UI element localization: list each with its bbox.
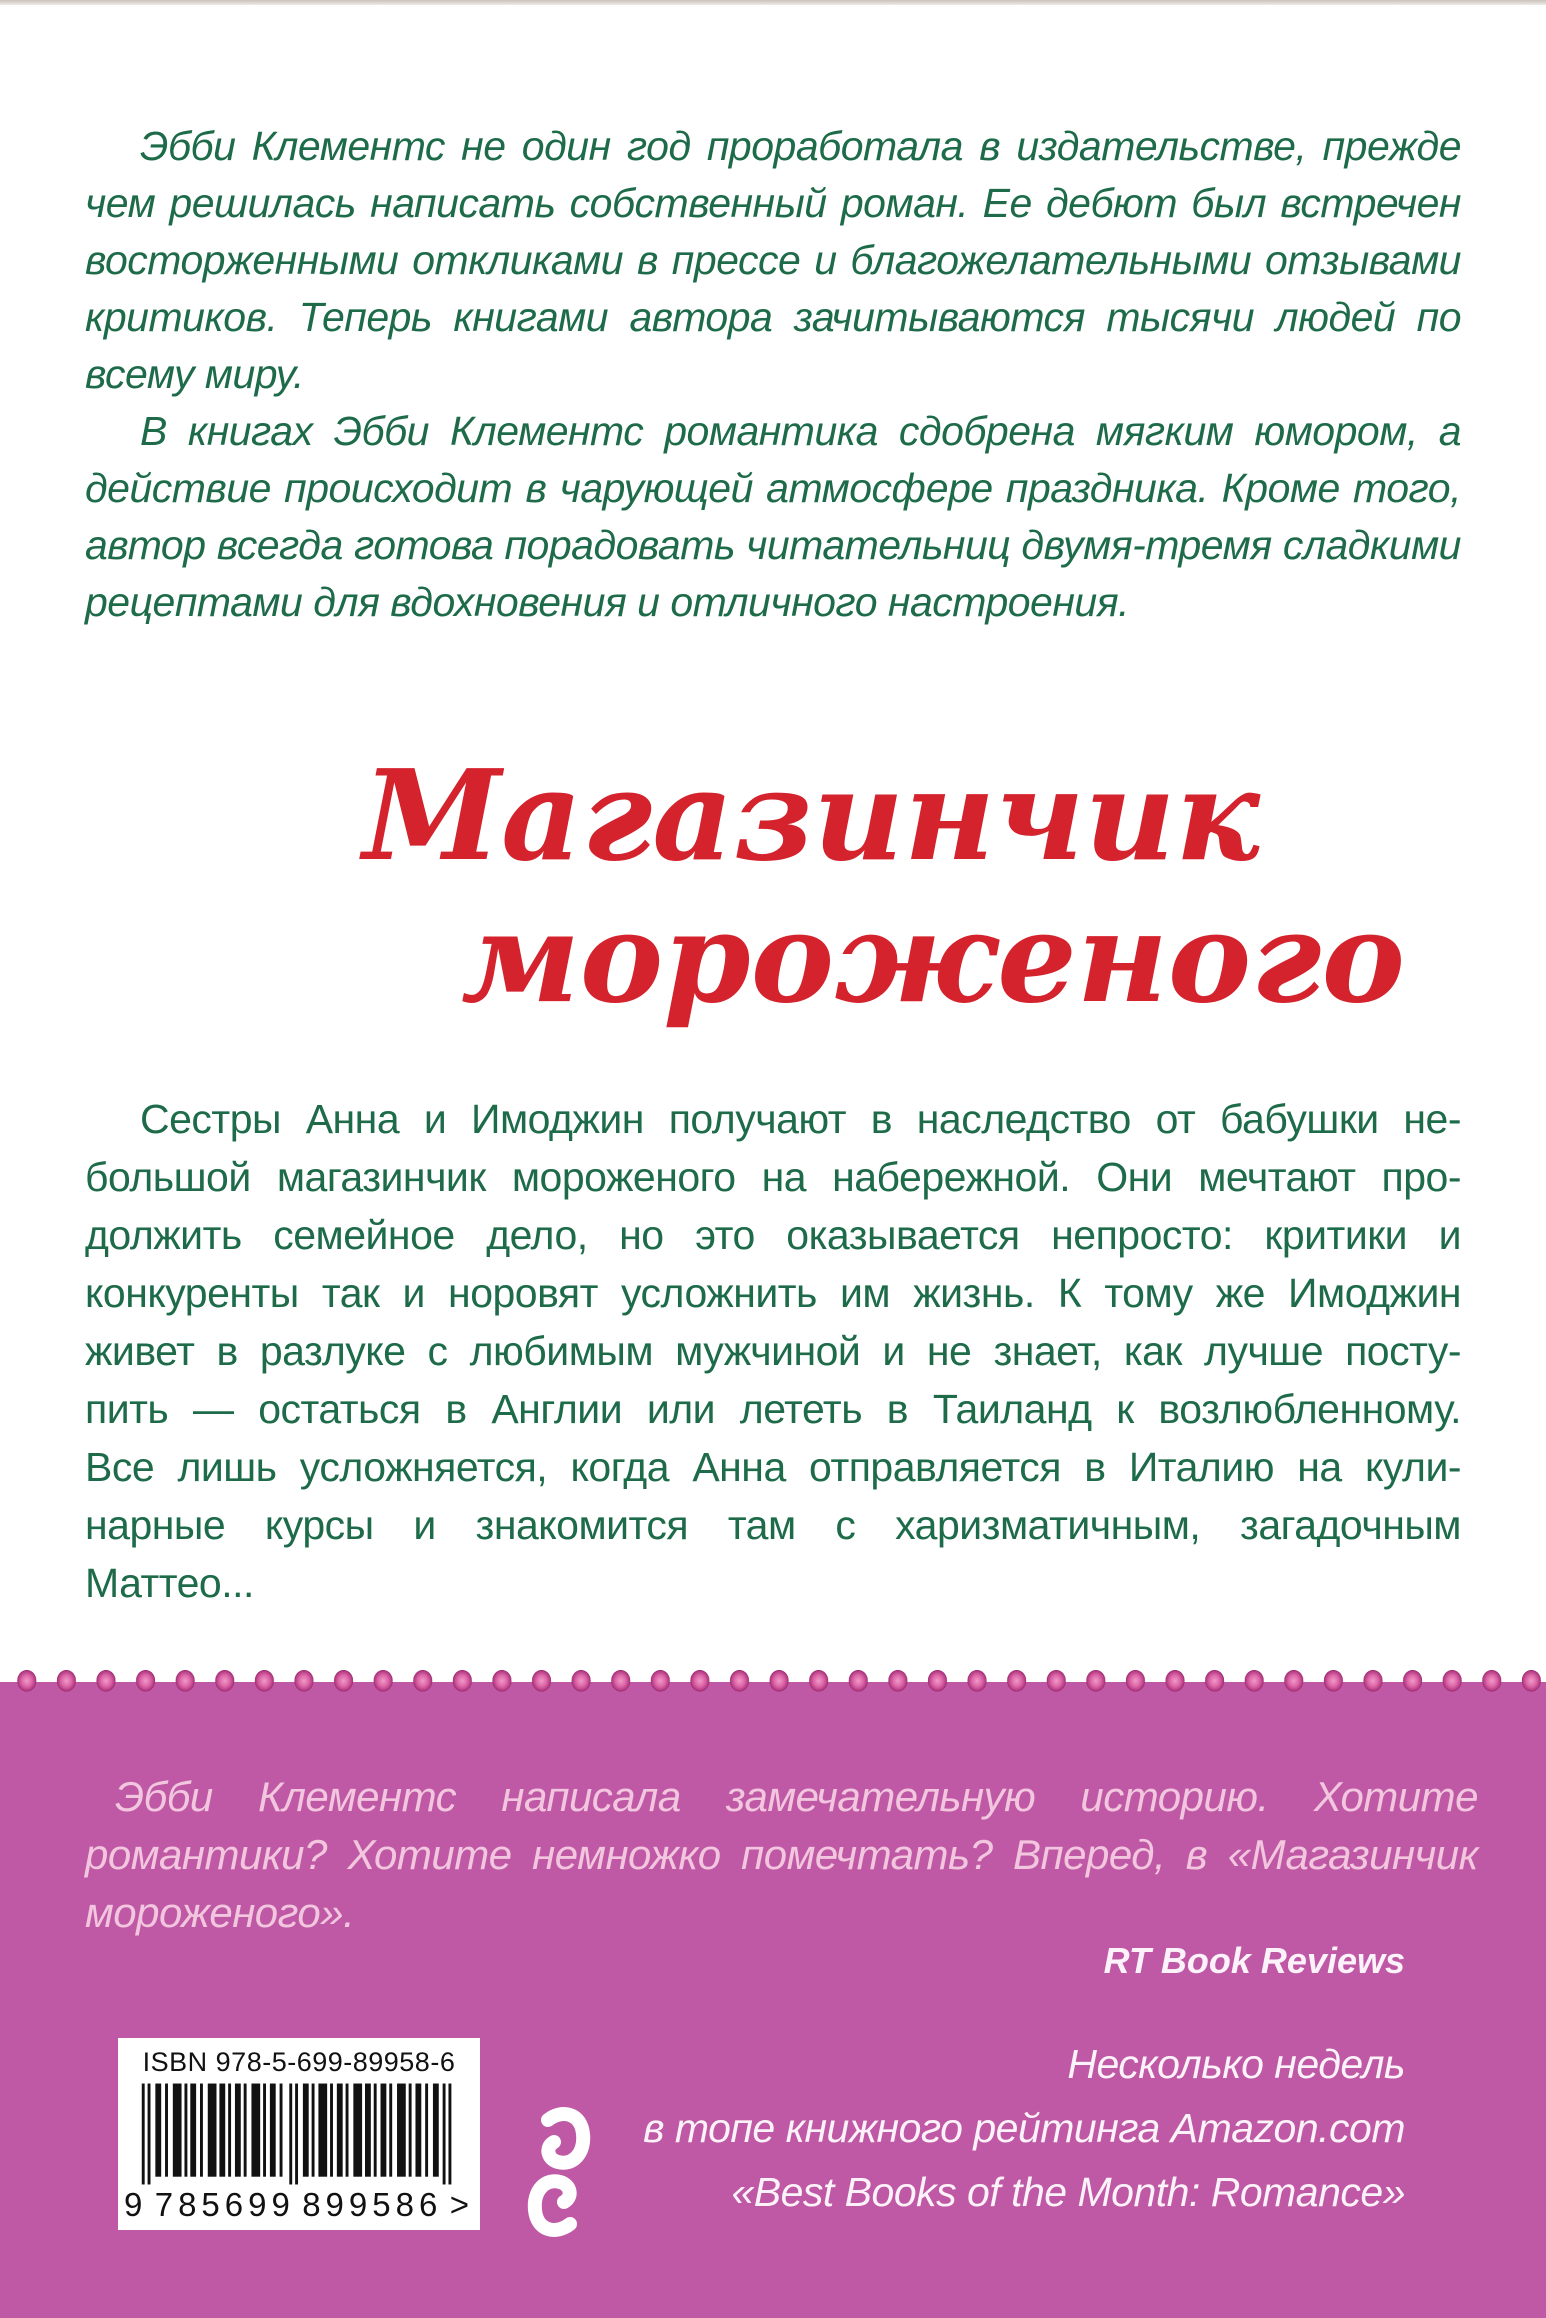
barcode-arrow: > — [449, 2186, 474, 2223]
award-line-1: Несколько недель — [1067, 2041, 1405, 2087]
award-note — [643, 2032, 1405, 2224]
award-line-3: «Best Books of the Month: Romance» — [731, 2169, 1405, 2215]
text-line: критиков. Теперь книгами автора зачитываются тысячи людей по — [85, 294, 1461, 340]
text-line: Эбби Клементс не один год проработала в издательстве, прежде — [140, 123, 1461, 169]
text-line: нарные курсы и знакомится там с харизматичным, загадочным — [85, 1502, 1461, 1548]
author-intro-paragraph-1 — [85, 118, 1461, 403]
text-line: Все лишь усложняется, когда Анна отправляется в Италию на кули- — [85, 1444, 1461, 1490]
book-title — [0, 745, 1546, 1029]
text-line: большой магазинчик мороженого на набережной. Они мечтают про- — [85, 1154, 1461, 1200]
pink-panel — [0, 1682, 1546, 2318]
barcode-digits — [118, 2188, 480, 2222]
text-line: действие происходит в чарующей атмосфере праздника. Кроме того, — [85, 465, 1461, 511]
text-line: чем решилась написать собственный роман. Ее дебют был встречен — [85, 180, 1461, 226]
barcode-bars — [134, 2082, 464, 2186]
text-line: В книгах Эбби Клементс романтика сдобрена мягким юмором, а — [140, 408, 1461, 454]
text-line: восторженными откликами в прессе и благожелательными отзывами — [85, 237, 1461, 283]
author-intro-paragraph-2 — [85, 403, 1461, 631]
review-source: RT Book Reviews — [1103, 1940, 1405, 1981]
review-quote — [85, 1768, 1478, 1942]
book-title-line-1: Магазинчик — [362, 743, 1260, 889]
text-line: живет в разлуке с любимым мужчиной и не знает, как лучше посту- — [85, 1328, 1461, 1374]
barcode-digit-group-2: 899586 — [302, 2186, 443, 2223]
book-title-line-2: мороженого — [461, 885, 1405, 1031]
award-line-2: в топе книжного рейтинга Amazon.com — [643, 2105, 1405, 2151]
author-intro-block — [85, 118, 1461, 631]
text-line: рецептами для вдохновения и отличного настроения. — [85, 579, 1130, 625]
text-line: пить — остаться в Англии или лететь в Таиланд к возлюбленному. — [85, 1386, 1461, 1432]
page-top-edge — [0, 0, 1546, 5]
text-line: Эбби Клементс написала замечательную историю. Хотите — [115, 1773, 1478, 1820]
barcode-isbn-label: ISBN 978-5-699-89958-6 — [142, 2047, 456, 2077]
barcode-digit-left: 9 — [124, 2186, 148, 2223]
text-line: конкуренты так и норовят усложнить им жизнь. К тому же Имоджин — [85, 1270, 1461, 1316]
text-line: романтики? Хотите немножко помечтать? Вперед, в «Магазинчик — [85, 1831, 1478, 1878]
bead-border — [0, 1667, 1546, 1697]
barcode — [118, 2038, 480, 2230]
text-line: автор всегда готова порадовать читательниц двумя-тремя сладкими — [85, 522, 1461, 568]
synopsis-paragraph — [85, 1090, 1461, 1612]
eksmo-publisher-logo-icon — [520, 2102, 598, 2242]
text-line: Маттео... — [85, 1560, 254, 1606]
barcode-digit-group-1: 785699 — [154, 2186, 295, 2223]
text-line: всему миру. — [85, 351, 304, 397]
text-line: Сестры Анна и Имоджин получают в наследство от бабушки не- — [140, 1096, 1461, 1142]
text-line: должить семейное дело, но это оказывается непросто: критики и — [85, 1212, 1461, 1258]
text-line: мороженого». — [85, 1889, 355, 1936]
